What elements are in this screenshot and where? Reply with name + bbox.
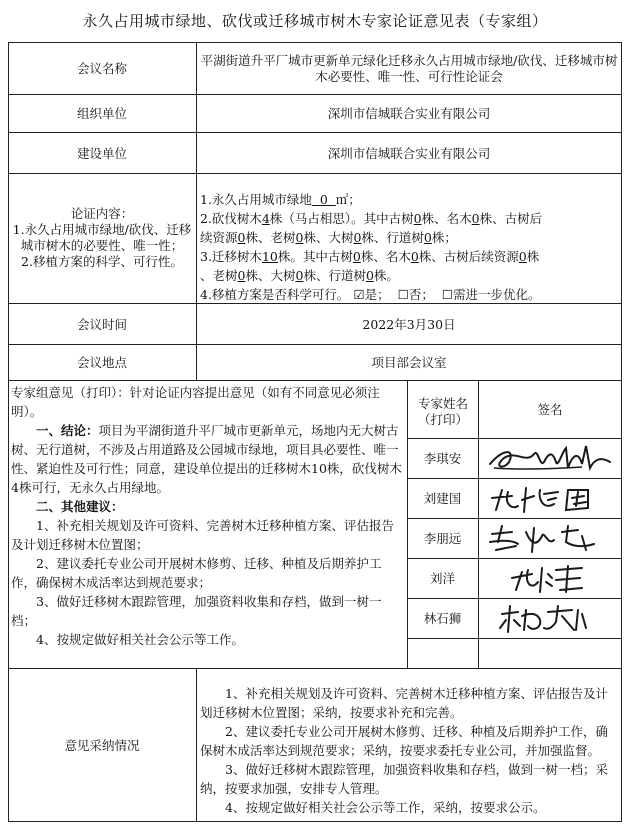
signature-1	[482, 442, 618, 476]
opinion-conclusion	[11, 421, 403, 497]
content-details	[200, 190, 620, 304]
detail-line-3: 续资源0株、老树0株、大树0株、行道树0株；	[200, 230, 457, 245]
opinion-other-label: 二、其他建议：	[36, 499, 124, 514]
signature-3	[482, 522, 618, 556]
suggestion-2: 2、建议委托专业公司开展树木修剪、迁移、种植及后期养护工作，确保树木成活率达到规范要求；	[11, 556, 382, 590]
meeting-name-label: 会议名称	[76, 61, 127, 76]
meeting-name-value: 平湖街道升平厂城市更新单元绿化迁移永久占用城市绿地/砍伐、迁移城市树木必要性、唯一性、可行性论证会	[200, 53, 618, 84]
detail-line-4: 3.迁移树木10株。其中古树0株、名木0株、古树后续资源0株	[200, 249, 540, 264]
expert-sign-header: 签名	[537, 402, 563, 417]
content-item-2: 2.移植方案的科学、可行性。	[21, 254, 183, 269]
expert-name-3: 李朋远	[423, 531, 462, 546]
org-label: 组织单位	[76, 106, 127, 121]
expert-name-2: 刘建国	[423, 491, 462, 506]
place-label: 会议地点	[76, 355, 127, 370]
expert-name-5: 林石狮	[423, 611, 462, 626]
signature-2	[482, 482, 618, 516]
option-no-label: 否；	[408, 287, 434, 302]
expert-name-1: 李琪安	[423, 451, 462, 466]
suggestion-1: 1、补充相关规划及许可资料、完善树木迁移种植方案、评估报告及计划迁移树木位置图；	[11, 518, 394, 552]
adoption-label: 意见采纳情况	[64, 738, 140, 753]
signature-4	[482, 562, 618, 596]
place-value: 项目部会议室	[371, 355, 447, 370]
detail-line-1	[200, 190, 620, 209]
adoption-content	[200, 684, 618, 817]
suggestion-4: 4、按规定做好相关社会公示等工作。	[36, 632, 244, 647]
signature-5	[482, 602, 618, 636]
adoption-1: 1、补充相关规划及许可资料、完善树木迁移种植方案、评估报告及计划迁移树木位置图；采纳，按要求补充和完善。	[200, 686, 608, 720]
build-value: 深圳市信城联合实业有限公司	[327, 145, 491, 161]
detail-unit: ㎡；	[335, 192, 361, 207]
build-label: 建设单位	[76, 145, 127, 161]
checkbox-no[interactable]: ☐	[397, 287, 409, 302]
opinion-block	[11, 383, 403, 649]
checkbox-yes[interactable]: ☑	[353, 287, 365, 302]
checkbox-further[interactable]: ☐	[441, 287, 454, 302]
time-label: 会议时间	[76, 316, 127, 332]
adoption-2: 2、建议委托专业公司开展树木修剪、迁移、种植及后期养护工作，确保树木成活率达到规范要求；采纳，按要求委托专业公司，并加强监督。	[200, 724, 608, 758]
adoption-4: 4、按规定做好相关社会公示等工作，采纳，按要求公示。	[225, 800, 546, 815]
content-label-block	[10, 173, 194, 303]
content-label: 论证内容：	[70, 206, 134, 221]
opinion-header: 专家组意见（打印）：针对论证内容提出意见（如有不同意见必须注明）。	[11, 385, 380, 419]
detail-green-label: 1.永久占用城市绿地	[200, 192, 312, 207]
felled-count: 4	[261, 211, 270, 226]
org-value: 深圳市信城联合实业有限公司	[327, 106, 491, 121]
detail-line-2: 2.砍伐树木4株（马占相思）。其中古树0株、名木0株、古树后	[200, 211, 543, 226]
expert-name-4: 刘洋	[429, 571, 455, 586]
option-further-label: 需进一步优化。	[453, 287, 541, 302]
time-value: 2022年3月30日	[362, 316, 456, 332]
suggestion-3: 3、做好迁移树木跟踪管理，加强资料收集和存档，做到一树一档；	[11, 594, 382, 628]
content-item-1: 1.永久占用城市绿地/砍伐、迁移城市树木的必要性、唯一性；	[12, 222, 192, 253]
option-yes-label: 是；	[364, 287, 390, 302]
form-title: 永久占用城市绿地、砍伐或迁移城市树木专家论证意见表（专家组）	[82, 12, 548, 30]
expert-name-header: 专家姓名（打印）	[417, 396, 468, 427]
conclusion-text: 项目为平湖街道升平厂城市更新单元，场地内无大树古树、无行道树，不涉及占用道路及公园城市绿地，项目具必要性、唯一性、紧迫性及可行性；同意，建设单位提出的迁移树木10株，砍伐树木4株可行，无永久占用绿地。	[11, 423, 402, 495]
green-area-value: 0	[319, 192, 328, 207]
moved-count: 10	[261, 249, 278, 264]
conclusion-label: 一、结论：	[36, 423, 99, 438]
adoption-3: 3、做好迁移树木跟踪管理，加强资料收集和存档，做到一树一档；采纳，按要求加强，安排专人管理。	[200, 762, 608, 796]
detail-line-5: 、老树0株、大树0株、行道树0株。	[200, 268, 399, 283]
detail-line-6: 4.移植方案是否科学可行。 ☑是； ☐否； ☐需进一步优化。	[200, 287, 541, 302]
